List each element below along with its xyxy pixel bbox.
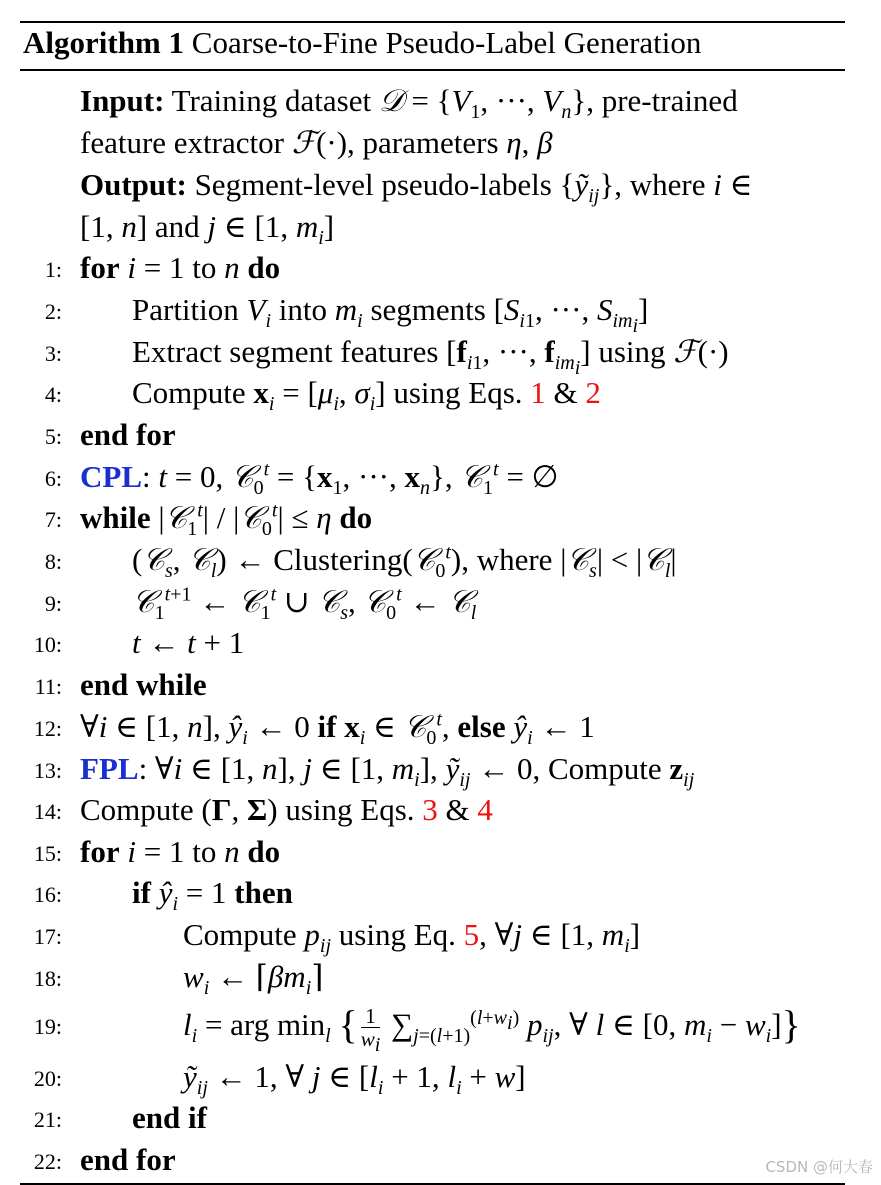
top-rule xyxy=(20,21,845,23)
output-block: Output: Segment-level pseudo-labels {ỹ$_{ij}$}, where i ∈ [1, n] and j ∈ [1, $m_i$] xyxy=(80,167,753,250)
input-block: Input: Training dataset 𝒟 = {$V_1$, ···, $V_n$}, pre-trained feature extractor ℱ(·), parameters η, β xyxy=(80,83,738,161)
eq-ref-5[interactable]: 5 xyxy=(463,917,480,952)
eq-ref-1[interactable]: 1 xyxy=(530,375,546,410)
algorithm-title: Algorithm 1 Coarse-to-Fine Pseudo-Label Generation xyxy=(23,25,702,60)
fpl-label[interactable]: FPL xyxy=(80,751,139,786)
eq-ref-4[interactable]: 4 xyxy=(477,792,493,827)
eq-ref-3[interactable]: 3 xyxy=(422,792,438,827)
eq-ref-2[interactable]: 2 xyxy=(585,375,601,410)
cpl-label[interactable]: CPL xyxy=(80,459,142,494)
watermark: CSDN @何大春 xyxy=(765,1158,873,1176)
bottom-rule xyxy=(20,1183,845,1185)
title-rule xyxy=(20,69,845,71)
